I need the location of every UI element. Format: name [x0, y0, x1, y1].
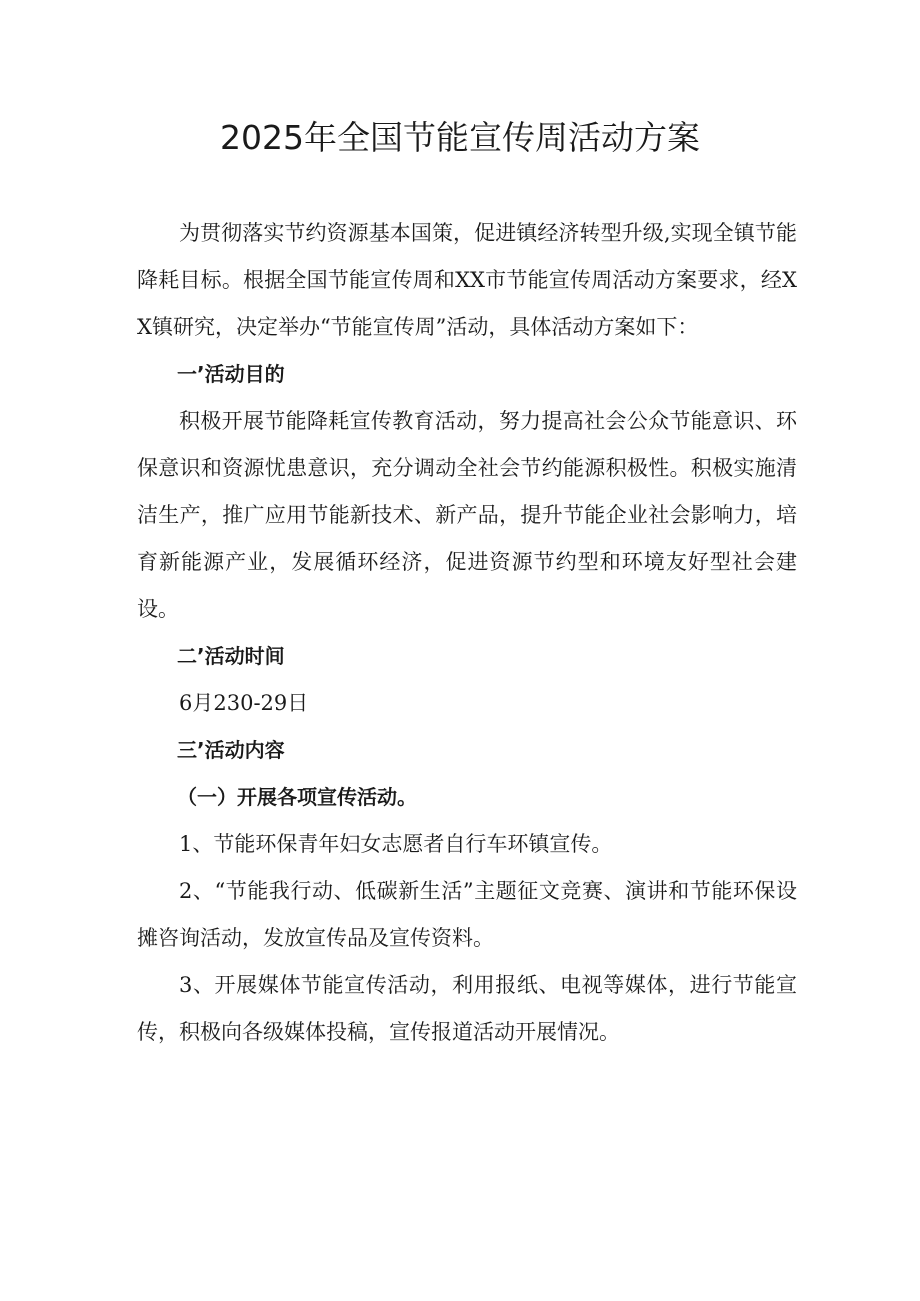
activity-item-3: 3、开展媒体节能宣传活动，利用报纸、电视等媒体，进行节能宣传，积极向各级媒体投稿，宣传报道活动开展情况。 [137, 973, 797, 1044]
section-heading-time: 二’活动时间 [177, 644, 285, 668]
activity-item-2: 2、“节能我行动、低碳新生活”主题征文竞赛、演讲和节能环保设摊咨询活动，发放宣传品及宣传资料。 [137, 879, 797, 950]
document-title: 2025年全国节能宣传周活动方案 [220, 118, 700, 157]
subsection-heading-activities: （一）开展各项宣传活动。 [177, 785, 417, 809]
section-heading-content: 三’活动内容 [177, 738, 285, 762]
activity-item-1: 1、节能环保青年妇女志愿者自行车环镇宣传。 [179, 832, 613, 856]
section-heading-purpose: 一’活动目的 [177, 362, 285, 386]
document-body [137, 210, 797, 1056]
intro-paragraph: 为贯彻落实节约资源基本国策，促进镇经济转型升级,实现全镇节能降耗目标。根据全国节能宣传周和XX市节能宣传周活动方案要求，经XX镇研究，决定举办“节能宣传周”活动，具体活动方案如下： [137, 221, 797, 339]
time-paragraph: 6月230-29日 [179, 691, 309, 715]
purpose-paragraph: 积极开展节能降耗宣传教育活动，努力提高社会公众节能意识、环保意识和资源忧患意识，充分调动全社会节约能源积极性。积极实施清洁生产，推广应用节能新技术、新产品，提升节能企业社会影响力，培育新能源产业，发展循环经济，促进资源节约型和环境友好型社会建设。 [137, 409, 797, 621]
